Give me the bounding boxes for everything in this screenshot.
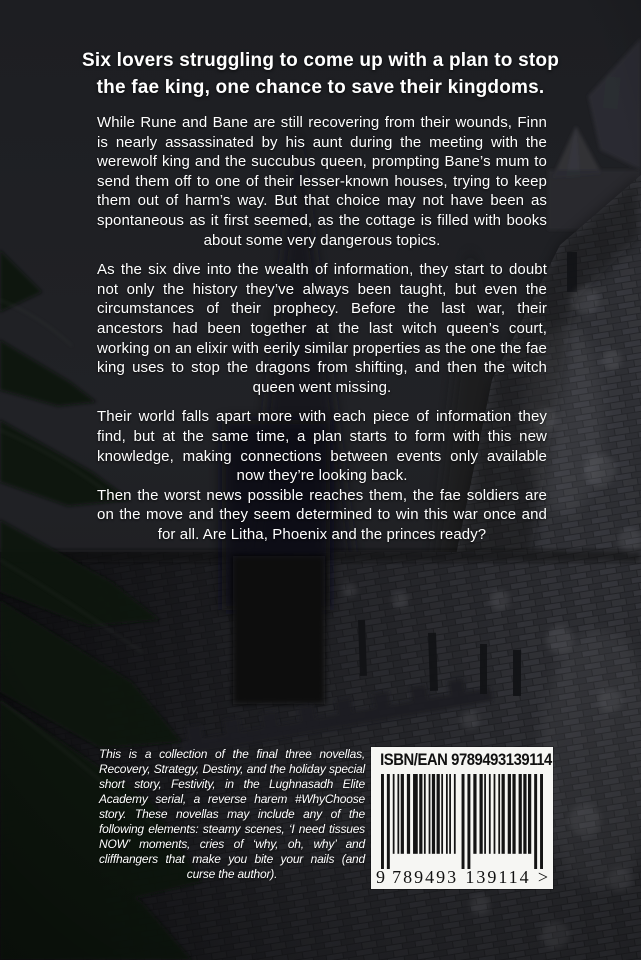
- tagline-line: the fae king, one chance to save their kingdoms.: [96, 77, 545, 98]
- synopsis-paragraph: Then the worst news possible reaches them, the fae soldiers are on the move and they seem determined to win this war once and for all. Are Litha, Phoenix and the princes ready?: [97, 486, 547, 543]
- series-note: This is a collection of the final three novellas, Recovery, Strategy, Destiny, and the holiday special short story, Festivity, in the Lughnasadh Elite Academy serial, a reverse harem #WhyChoose story. These novellas may include any of the following elements: steamy scenes, ‘I need tissues NOW’ moments, cries of ‘why, oh, why’ and cliffhangers that make you bite your nails (and curse the author).: [99, 747, 365, 881]
- tagline-line: Six lovers struggling to come up with a plan to stop: [82, 50, 559, 71]
- synopsis-paragraph: Their world falls apart more with each piece of information they find, but at the same time, a plan starts to form with this new knowledge, making connections between events only available now they’re looking back.: [97, 408, 547, 485]
- tagline: [48, 47, 593, 101]
- synopsis-paragraph: While Rune and Bane are still recovering from their wounds, Finn is nearly assassinated by his aunt during the meeting with the werewolf king and the succubus queen, prompting Bane’s mum to send them off to one of their lesser-known houses, trying to keep them out of harm’s way. But that choice may not have been as spontaneous as it first seemed, as the cottage is filled with books about some very dangerous topics.: [97, 114, 547, 249]
- barcode: [371, 747, 553, 889]
- barcode-isbn-label: ISBN/EAN 9789493139114: [380, 751, 552, 769]
- barcode-digit-suffix: >: [537, 867, 548, 887]
- synopsis-paragraph: As the six dive into the wealth of information, they start to doubt not only the history they’ve always been taught, but even the circumstances of their prophecy. Before the last war, their ancestors had been together at the last witch queen’s court, working on an elixir with eerily similar properties as the one the fae king uses to stop the dragons from shifting, and then the witch queen went missing.: [97, 261, 547, 396]
- barcode-digit-group: 139114: [465, 867, 531, 887]
- synopsis: [97, 113, 547, 544]
- barcode-bars: [381, 774, 543, 869]
- barcode-digit-prefix: 9: [376, 867, 385, 887]
- barcode-digits: [376, 867, 548, 887]
- barcode-digit-group: 789493: [392, 867, 459, 887]
